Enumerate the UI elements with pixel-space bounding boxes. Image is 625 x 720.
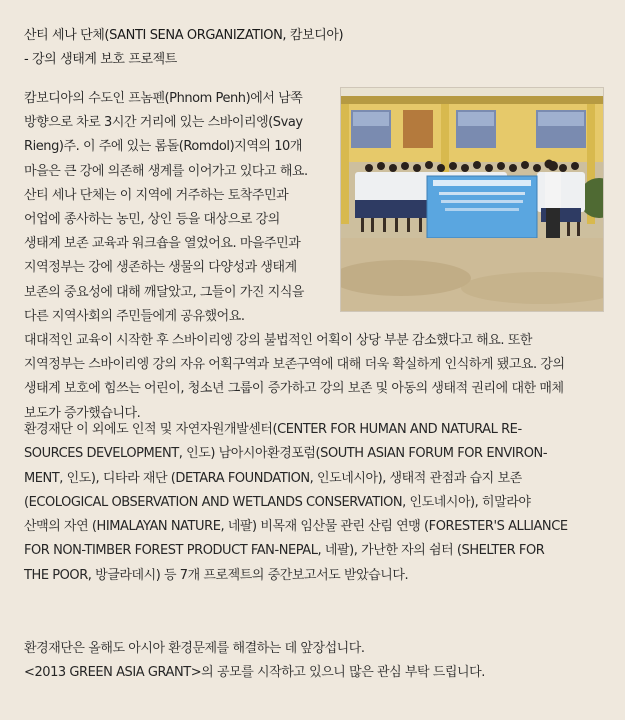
text-line: <2013 GREEN ASIA GRANT>의 공모를 시작하고 있으니 많은 관심 부탁 드립니다. [24, 665, 485, 681]
text-line: (ECOLOGICAL OBSERVATION AND WETLANDS CONSERVATION, 인도네시아), 히말라야 [24, 494, 531, 510]
text-line: MENT, 인도), 디타라 재단 (DETARA FOUNDATION, 인도네시아), 생태적 관점과 습지 보존 [24, 470, 522, 486]
intro-paragraph [24, 87, 337, 329]
text-line: 어업에 종사하는 농민, 상인 등을 대상으로 강의 [24, 212, 280, 228]
intro-paragraph-continued [24, 329, 604, 426]
text-line: 마을은 큰 강에 의존해 생계를 이어가고 있다고 해요. [24, 163, 308, 179]
group-photo [340, 87, 604, 312]
text-line: SOURCES DEVELOPMENT, 인도) 남아시아환경포럼(SOUTH ASIAN FORUM FOR ENVIRON- [24, 446, 548, 462]
text-line: 환경재단은 올해도 아시아 환경문제를 해결하는 데 앞장섭니다. [24, 641, 365, 656]
text-line: FOR NON-TIMBER FOREST PRODUCT FAN-NEPAL, 네팔), 가난한 자의 쉼터 (SHELTER FOR [24, 543, 545, 559]
text-line: 대대적인 교육이 시작한 후 스바이리엥 강의 불법적인 어획이 상당 부분 감소했다고 해요. 또한 [24, 333, 532, 348]
text-line: 방향으로 차로 3시간 거리에 있는 스바이리엥(Svay [24, 115, 303, 131]
text-line: 다른 지역사회의 주민들에게 공유했어요. [24, 308, 245, 324]
text-line: Rieng)주. 이 주에 있는 롬돌(Romdol)지역의 10개 [24, 139, 302, 155]
text-line: THE POOR, 방글라데시) 등 7개 프로젝트의 중간보고서도 받았습니다. [24, 567, 409, 583]
text-line: 산티 세나 단체는 이 지역에 거주하는 토착주민과 [24, 187, 289, 203]
heading-line-1: 산티 세나 단체(SANTI SENA ORGANIZATION, 캄보디아) [24, 28, 344, 43]
text-line: 보도가 증가했습니다. [24, 405, 141, 421]
text-line: 지역정부는 강에 생존하는 생물의 다양성과 생태계 [24, 260, 297, 276]
article-heading [24, 24, 343, 72]
other-projects-paragraph [24, 418, 604, 588]
text-line: 환경재단 이 외에도 인적 및 자연자원개발센터(CENTER FOR HUMAN AND NATURAL RE- [24, 422, 522, 437]
text-line: 생태계 보호에 힘쓰는 어린이, 청소년 그룹이 증가하고 강의 보존 및 아동의 생태적 권리에 대한 매체 [24, 381, 564, 397]
text-line: 지역정부는 스바이리엥 강의 자유 어획구역과 보존구역에 대해 더욱 확실하게 인식하게 됐고요. 강의 [24, 357, 565, 373]
closing-paragraph [24, 637, 604, 686]
text-line: 산맥의 자연 (HIMALAYAN NATURE, 네팔) 비목재 임산물 관린 산림 연맹 (FORESTER'S ALLIANCE [24, 519, 568, 535]
text-line: 보존의 중요성에 대해 깨달았고, 그들이 가진 지식을 [24, 284, 305, 300]
text-line: 캄보디아의 수도인 프놈펜(Phnom Penh)에서 남쪽 [24, 91, 303, 106]
heading-line-2: - 강의 생태계 보호 프로젝트 [24, 52, 177, 67]
text-line: 생태계 보존 교육과 워크숍을 열었어요. 마을주민과 [24, 236, 301, 252]
